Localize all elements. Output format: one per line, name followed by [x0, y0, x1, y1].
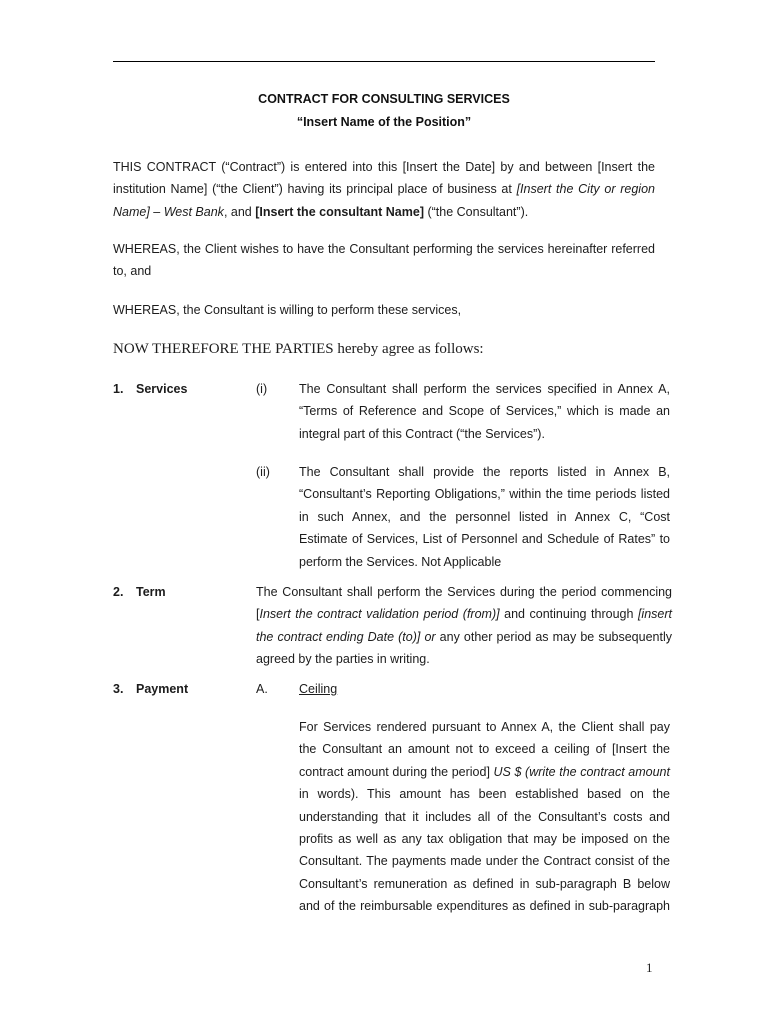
- intro-line-2: [113, 178, 655, 200]
- section-1-ii-line-4: Estimate of Services, List of Personnel and Schedule of Rates” to: [299, 532, 670, 547]
- section-2-line-4: agreed by the parties in writing.: [256, 652, 430, 667]
- section-1-ii-line-2: “Consultant’s Reporting Obligations,” within the time periods listed: [299, 487, 670, 502]
- section-3-line-5: understanding that it includes all of the Consultant’s costs and: [299, 809, 670, 824]
- section-3-a-heading: Ceiling: [299, 682, 338, 696]
- intro-city-placeholder: [Insert the City or region: [516, 182, 655, 197]
- section-2-line-3: [256, 626, 672, 648]
- section-3-a-marker: A.: [256, 682, 268, 696]
- whereas-1-line-2: to, and: [113, 264, 152, 279]
- section-3-currency: US $ (: [493, 764, 530, 779]
- page-number: 1: [646, 960, 653, 975]
- intro-and: , and: [223, 204, 256, 219]
- section-1-number: 1.: [113, 382, 124, 396]
- section-1-ii-marker: (ii): [256, 465, 270, 479]
- section-2-heading: Term: [136, 585, 166, 599]
- section-2-line-2: [256, 603, 672, 625]
- section-2-other-period: any other period as may be subsequently: [435, 629, 672, 644]
- section-3-heading: Payment: [136, 682, 189, 696]
- section-2-line-1: The Consultant shall perform the Services during the period commencing: [256, 585, 672, 599]
- section-1-i-text: [299, 378, 670, 445]
- now-therefore-clause: NOW THEREFORE THE PARTIES hereby agree as follows:: [113, 341, 484, 357]
- section-3-line-4: in words). This amount has been established based on the: [299, 787, 670, 802]
- section-1-i-line-1: The Consultant shall perform the services specified in Annex A,: [299, 382, 670, 396]
- section-3-line-6: profits as well as any tax obligation that may be imposed on the: [299, 832, 670, 847]
- section-3-line-7: Consultant. The payments made under the Contract consist of the: [299, 854, 670, 869]
- header-rule: [113, 61, 655, 62]
- whereas-paragraph-1: [113, 238, 655, 283]
- section-2-insert: [insert: [637, 607, 672, 622]
- section-1-i-line-3: integral part of this Contract (“the Services”).: [299, 426, 545, 441]
- section-1-ii-line-3: in such Annex, and the personnel listed in Annex C, “Cost: [299, 509, 670, 524]
- section-3-line-1: For Services rendered pursuant to Annex A, the Client shall pay: [299, 720, 670, 734]
- intro-line-3: [113, 201, 655, 223]
- position-subtitle: “Insert Name of the Position”: [296, 115, 472, 129]
- whereas-1-line-1: WHEREAS, the Client wishes to have the Consultant performing the services hereinafter referred: [113, 242, 655, 256]
- section-2-number: 2.: [113, 585, 124, 599]
- section-1-ii-line-1: The Consultant shall provide the reports listed in Annex B,: [299, 465, 670, 479]
- intro-consultant-def: (“the Consultant”).: [424, 204, 529, 219]
- section-1-heading: Services: [136, 382, 188, 396]
- section-2-text: [256, 581, 672, 671]
- section-1-i-marker: (i): [256, 382, 268, 396]
- section-2-to-placeholder: the contract ending Date (to)] or: [256, 629, 436, 644]
- section-3-line-8: Consultant’s remuneration as defined in sub-paragraph B below: [299, 876, 670, 891]
- intro-region-placeholder: Name] – West Bank: [113, 204, 224, 219]
- section-1-i-line-2: “Terms of Reference and Scope of Services,” which is made an: [299, 404, 670, 419]
- section-1-ii-text: [299, 461, 670, 573]
- section-2-from-placeholder: Insert the contract validation period (from)]: [259, 607, 500, 622]
- section-2-bracket: [: [256, 607, 260, 622]
- intro-consultant-placeholder: [Insert the consultant Name]: [255, 204, 424, 219]
- section-3-line-2: the Consultant an amount not to exceed a ceiling of [Insert the: [299, 742, 670, 757]
- section-3-line-9: and of the reimbursable expenditures as defined in sub-paragraph: [299, 899, 670, 914]
- intro-line-1: THIS CONTRACT (“Contract”) is entered into this [Insert the Date] by and between [Insert the: [113, 160, 655, 174]
- section-3-number: 3.: [113, 682, 124, 696]
- section-3-amount-placeholder: contract amount during the period]: [299, 764, 494, 779]
- whereas-paragraph-2: WHEREAS, the Consultant is willing to perform these services,: [113, 303, 462, 317]
- intro-line-2-text: institution Name] (“the Client”) having its principal place of business at: [113, 182, 517, 197]
- section-1-ii-line-5: perform the Services. Not Applicable: [299, 554, 502, 569]
- section-3-line-3: [299, 761, 670, 783]
- contract-title: CONTRACT FOR CONSULTING SERVICES: [258, 92, 510, 106]
- section-2-continuing: and continuing through: [499, 607, 638, 622]
- intro-paragraph: [113, 156, 655, 223]
- section-3-a-text: [299, 716, 670, 918]
- section-3-amount-words: write the contract amount: [529, 764, 670, 779]
